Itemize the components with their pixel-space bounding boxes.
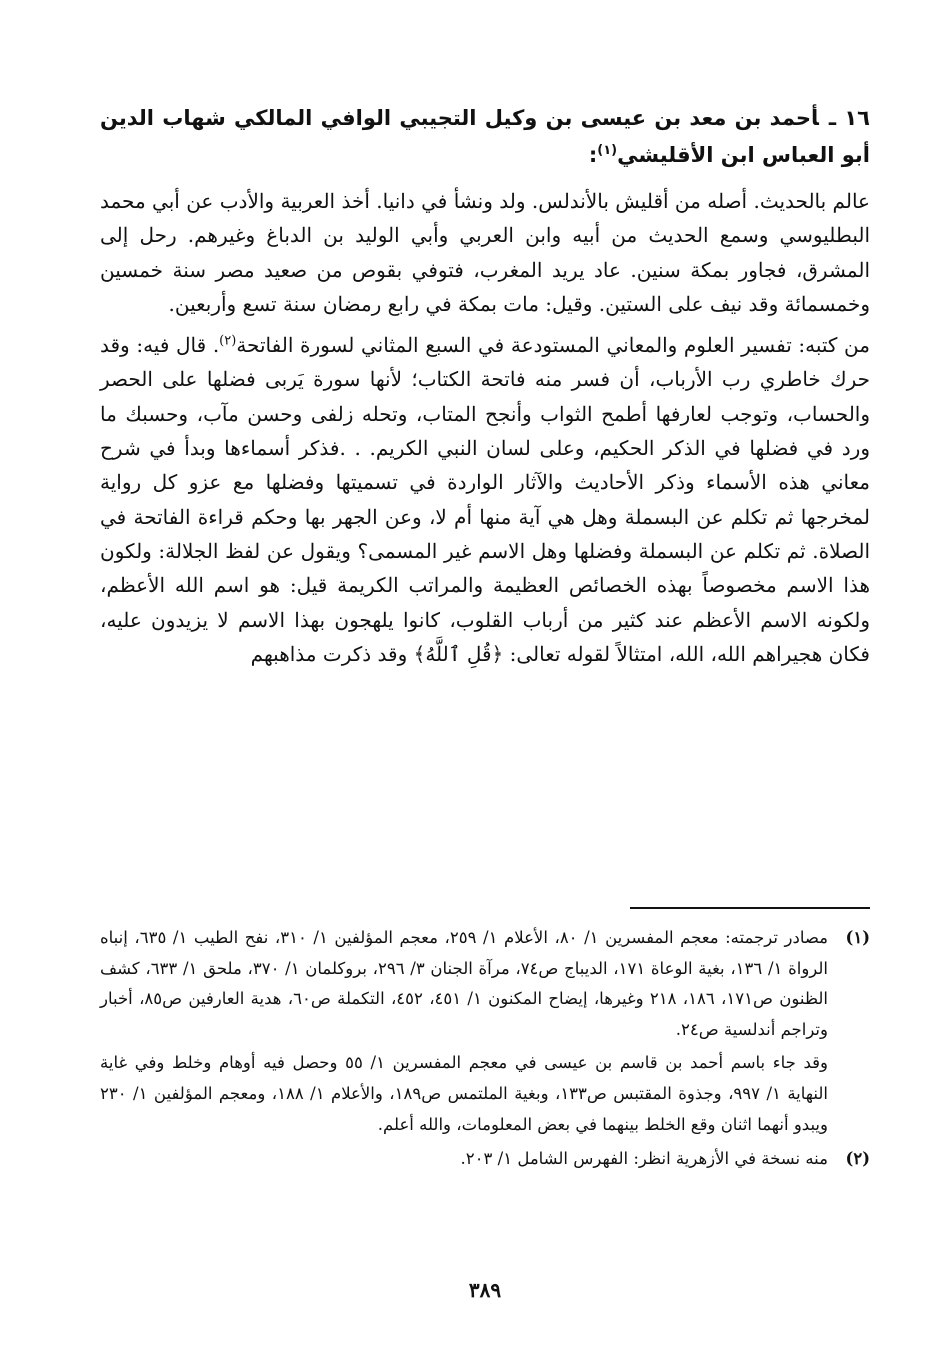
footnote-2-text: منه نسخة في الأزهرية انظر: الفهرس الشامل ١/ ٢٠٣.	[460, 1149, 828, 1169]
heading-colon: :	[588, 143, 598, 167]
works-text-rest: . قال فيه: وقد حرك خاطري رب الأرباب، أن فسر منه فاتحة الكتاب؛ لأنها سورة يَربى فضلها على الحصر والحساب، وتوجب لعارفها أطمح الثواب وأنجح المتاب، وتحله زلفى وحسن مآب، وحسبك ما ورد في فضلها في الذكر الحكيم، وعلى لسان النبي الكريم. . .فذكر أسماءها وبدأ في شرح معاني هذه الأسماء وذكر الأحاديث والآثار الواردة في تسميتها وفضلها مع عزو كل رواية لمخرجها ثم تكلم عن البسملة وهل هي آية منها أم لا، وعن الجهر بها وحكم قراءة الفاتحة في الصلاة. ثم تكلم عن البسملة وفضلها وهل الاسم غير المسمى؟ ويقول عن لفظ الجلالة: ولكون هذا الاسم مخصوصاً بهذه الخصائص العظيمة والمراتب الكريمة قيل: هو اسم الله الأعظم، ولكونه الاسم الأعظم عند كثير من أرباب القلوب، كانوا يلهجون بهذا الاسم لا يزيدون عليه، فكان هجيراهم الله، الله، امتثالاً لقوله تعالى: ﴿قُلِ ٱللَّهُ﴾ وقد ذكرت مذاهبهم	[100, 333, 870, 666]
footnote-2	[100, 1144, 870, 1175]
footnote-1-sources: مصادر ترجمته: معجم المفسرين ١/ ٨٠، الأعلام ١/ ٢٥٩، معجم المؤلفين ١/ ٣١٠، نفح الطيب ١/ ٦٣٥، إنباه الرواة ١/ ١٣٦، بغية الوعاة ١٧١، الديباج ص٧٤، مرآة الجنان ٣/ ٢٩٦، بروكلمان ١/ ٣٧٠، ملحق ١/ ٦٣٣، كشف الظنون ص١٧١، ١٨٦، ٢١٨ وغيرها، إيضاح المكنون ١/ ٤٥١، ٤٥٢، التكملة ص٦٠، هدية العارفين ص٨٥، أخبار وتراجم أندلسية ص٢٤.	[100, 928, 828, 1039]
footnote-2-marker: (٢)	[845, 1149, 870, 1169]
entry-heading	[100, 100, 870, 174]
footnote-1-marker: (١)	[845, 928, 870, 947]
biography-paragraph: عالم بالحديث. أصله من أقليش بالأندلس. ولد ونشأ في دانيا. أخذ العربية والأدب عن أبي محمد البطليوسي وسمع الحديث من أبيه وابن العربي وأبي الوليد بن الدباغ وغيرهم. رحل إلى المشرق، فجاور بمكة سنين. عاد يريد المغرب، فتوفي بقوص من صعيد مصر سنة خمسين وخمسمائة وقد نيف على الستين. وقيل: مات بمكة في رابع رمضان سنة تسع وأربعين.	[100, 189, 871, 316]
entry-number: ١٦ ـ	[828, 106, 870, 130]
page-number: ٣٨٩	[468, 1278, 502, 1302]
entry-title: أحمد بن معد بن عيسى بن وكيل التجيبي الوافي المالكي شهاب الدين أبو العباس ابن الأقليشي	[100, 106, 870, 167]
footnote-ref-1[interactable]: (١)	[597, 143, 618, 158]
footnotes-section	[100, 923, 870, 1175]
footnote-1-note: وقد جاء باسم أحمد بن قاسم بن عيسى في معجم المفسرين ١/ ٥٥ وحصل فيه أوهام وخلط وفي غاية النهاية ١/ ٩٩٧، وجذوة المقتبس ص١٣٣، وبغية الملتمس ص١٨٩، والأعلام ١/ ١٨٨، ومعجم المؤلفين ١/ ٢٣٠ ويبدو أنهما اثنان وقع الخلط بينهما في بعض المعلومات، والله أعلم.	[100, 1053, 828, 1134]
footnote-1-body	[100, 923, 828, 1140]
book-page	[100, 100, 870, 1300]
footnote-1	[100, 923, 870, 1140]
works-paragraph	[100, 328, 870, 671]
works-text-start: من كتبه: تفسير العلوم والمعاني المستودعة في السبع المثاني لسورة الفاتحة	[236, 333, 870, 358]
footnote-ref-2[interactable]: (٢)	[219, 333, 237, 349]
footnote-divider	[630, 907, 870, 909]
footnote-2-body	[100, 1144, 828, 1175]
